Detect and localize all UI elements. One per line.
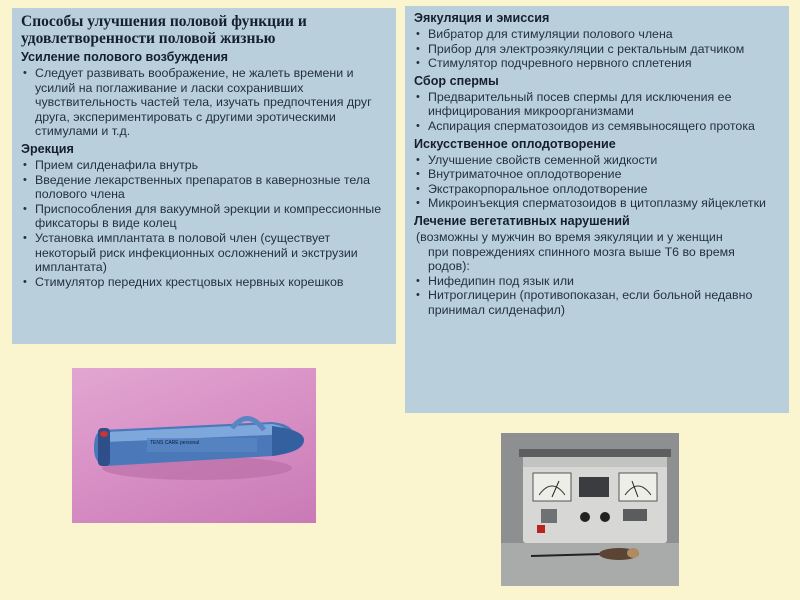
list-item: • Нифедипин под язык или xyxy=(414,274,780,289)
page-title: Способы улучшения половой функции и удовлетворенности половой жизнью xyxy=(21,13,307,47)
section-heading-sperm-collection: Сбор спермы xyxy=(414,73,499,88)
left-text-panel xyxy=(12,8,396,344)
list-item: • Микроинъекция сперматозоидов в цитоплазму яйцеклетки xyxy=(414,196,780,211)
list-item: • Нитроглицерин (противопоказан, если больной недавно принимал силденафил) xyxy=(414,288,780,317)
list-item: • Введение лекарственных препаратов в кавернозные тела полового члена xyxy=(21,173,387,202)
list-item: • Установка имплантата в половой член (существует некоторый риск инфекционных осложнений и экструзии имплантата) xyxy=(21,231,387,275)
list-item: • Прибор для электроэякуляции с ректальным датчиком xyxy=(414,42,780,57)
list-item: • Предварительный посев спермы для исключения ее инфицирования микроорганизмами xyxy=(414,90,780,119)
section-heading-erection: Эрекция xyxy=(21,141,74,156)
autonomic-list xyxy=(414,274,780,318)
list-item: • Внутриматочное оплодотворение xyxy=(414,167,780,182)
note-line: при повреждениях спинного мозга выше Т6 во время родов): xyxy=(428,244,735,274)
section-heading-ejaculation: Эякуляция и эмиссия xyxy=(414,11,550,25)
electroejaculation-device-illustration xyxy=(501,433,679,586)
erection-list xyxy=(21,158,387,289)
right-text-panel xyxy=(405,6,789,413)
list-item: • Экстракорпоральное оплодотворение xyxy=(414,182,780,197)
list-item: • Улучшение свойств семенной жидкости xyxy=(414,153,780,168)
list-item: • Вибратор для стимуляции полового члена xyxy=(414,27,780,42)
insemination-list xyxy=(414,153,780,211)
section-heading-arousal: Усиление полового возбуждения xyxy=(21,50,228,64)
list-item: • Прием силденафила внутрь xyxy=(21,158,387,173)
list-item: • Стимулятор передних крестцовых нервных корешков xyxy=(21,275,387,290)
list-item: • Стимулятор подчревного нервного сплетения xyxy=(414,56,780,71)
vibrator-device-illustration xyxy=(72,368,316,523)
note-line: (возможны у мужчин во время эякуляции и у женщин xyxy=(416,229,723,244)
sperm-collection-list xyxy=(414,90,780,134)
vibrator-device-photo xyxy=(72,368,316,523)
section-heading-autonomic: Лечение вегетативных нарушений xyxy=(414,213,630,228)
ejaculation-list xyxy=(414,27,780,71)
device-label: TENS CARE personal xyxy=(150,440,200,446)
arousal-list xyxy=(21,66,387,139)
list-item: • Приспособления для вакуумной эрекции и компрессионные фиксаторы в виде колец xyxy=(21,202,387,231)
list-item: • Аспирация сперматозоидов из семявыносящего протока xyxy=(414,119,780,134)
list-item: • Следует развивать воображение, не жалеть времени и усилий на поглаживание и ласки сохранивших чувствительность частей тела, изучать предпочтения друг друга, экспериментировать с другими эротическими стимулами и т.д. xyxy=(21,66,387,139)
autonomic-note xyxy=(414,230,780,274)
section-heading-artificial-insemination: Искусственное оплодотворение xyxy=(414,136,616,151)
electroejaculation-device-photo xyxy=(501,433,679,586)
